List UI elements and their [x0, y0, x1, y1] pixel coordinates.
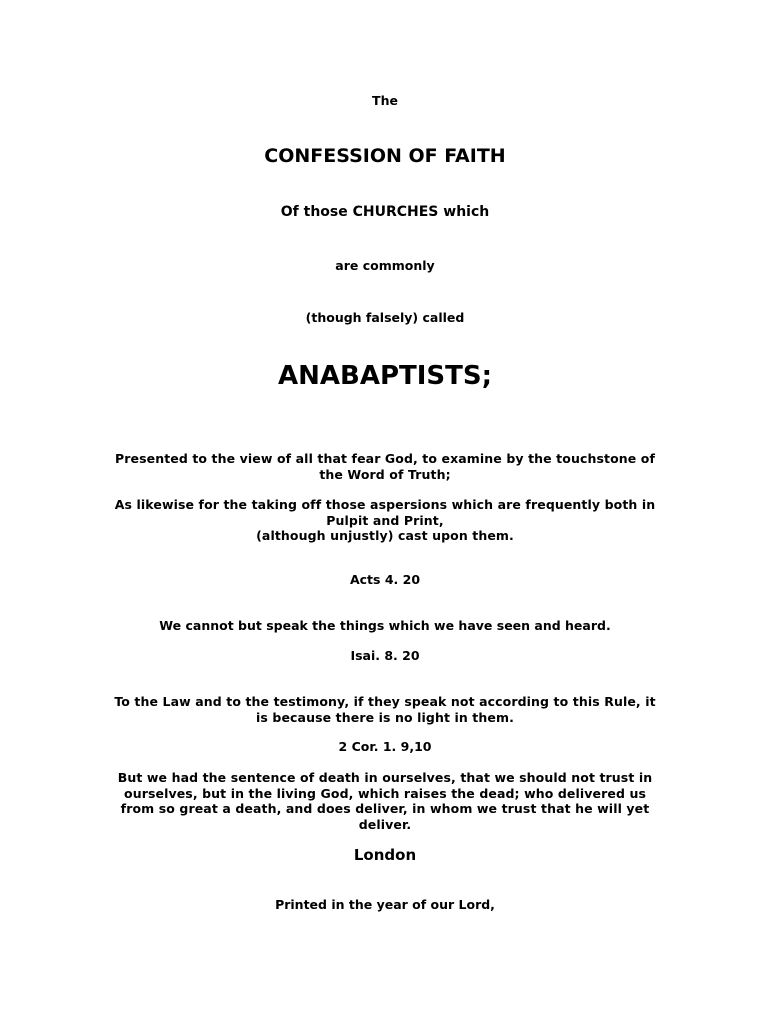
london-imprint: London: [353, 846, 417, 864]
the-word: The: [372, 93, 398, 108]
commonly-line: are commonly: [335, 258, 435, 273]
quote-acts: We cannot but speak the things which we have seen and heard.: [159, 618, 611, 633]
printed-line: Printed in the year of our Lord,: [275, 897, 495, 912]
subtitle: Of those CHURCHES which: [280, 204, 490, 220]
quote-isaiah: To the Law and to the testimony, if they speak not according to this Rule, it is because there is no light in them.: [114, 694, 656, 725]
quote-corinthians: But we had the sentence of death in ourselves, that we should not trust in ourselves, but in the living God, which raises the dead; who delivered us from so great a death, and does deliver, in whom we trust that he will yet deliver.: [117, 770, 653, 832]
reference-acts: Acts 4. 20: [349, 572, 421, 587]
likewise-line-1: As likewise for the taking off those aspersions which are frequently both in Pulpit and Print,: [114, 497, 656, 528]
reference-isaiah: Isai. 8. 20: [350, 648, 420, 663]
falsely-called-line: (though falsely) called: [305, 310, 465, 325]
page-title: CONFESSION OF FAITH: [264, 145, 506, 167]
likewise-line-2: (although unjustly) cast upon them.: [256, 528, 514, 543]
anabaptists-heading: ANABAPTISTS;: [278, 361, 492, 391]
reference-corinthians: 2 Cor. 1. 9,10: [338, 739, 432, 754]
likewise-paragraph: [110, 497, 660, 544]
presented-paragraph: Presented to the view of all that fear God, to examine by the touchstone of the Word of Truth;: [114, 451, 656, 482]
